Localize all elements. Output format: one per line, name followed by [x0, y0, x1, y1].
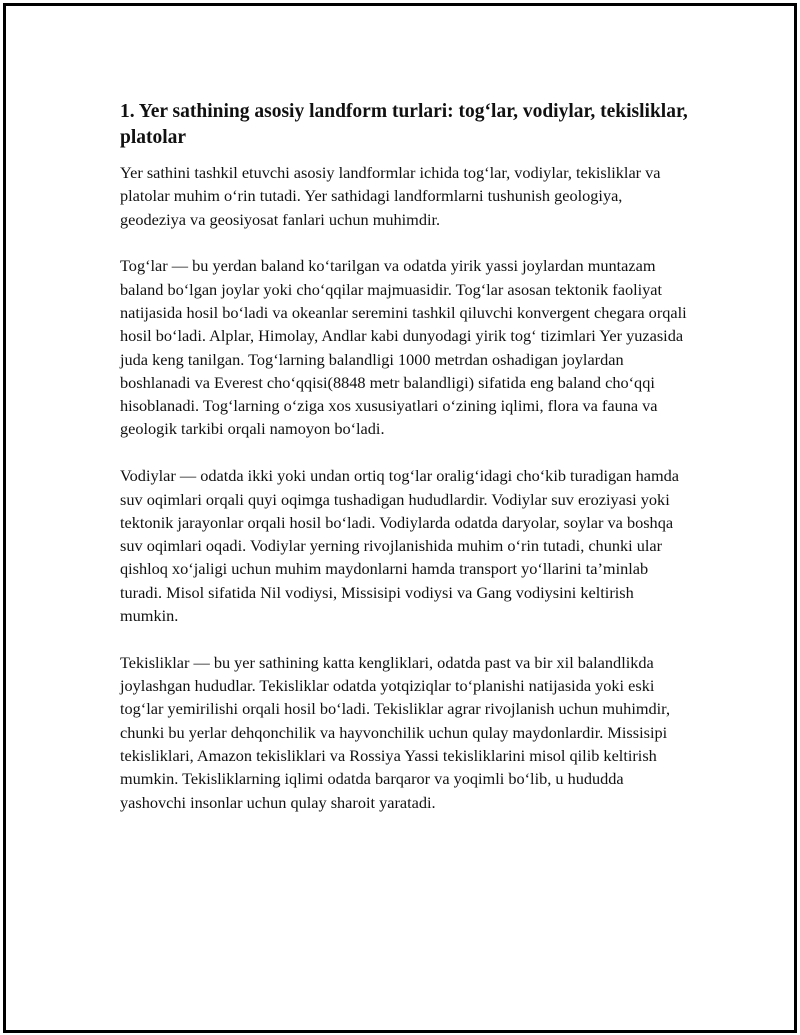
paragraph-plains: Tekisliklar — bu yer sathining katta kengliklari, odatda past va bir xil balandlikda joylashgan hududlar. Tekisliklar odatda yotqiziqlar to‘planishi natijasida yoki eski tog‘lar yemirilishi orqali hosil bo‘ladi. Tekisliklar agrar rivojlanish uchun muhimdir, chunki bu yerlar dehqonchilik va hayvonchilik uchun qulay maydonlardir. Missisipi tekisliklari, Amazon tekisliklari va Rossiya Yassi tekisliklarini misol qilib keltirish mumkin. Tekisliklarning iqlimi odatda barqaror va yoqimli bo‘lib, u hududda yashovchi insonlar uchun qulay sharoit yaratadi.	[120, 652, 671, 812]
document-title: 1. Yer sathining asosiy landform turlari: tog‘lar, vodiylar, tekisliklar, platolar	[120, 101, 688, 148]
paragraph-mountains: Tog‘lar — bu yerdan baland ko‘tarilgan va odatda yirik yassi joylardan muntazam baland bo‘lgan joylar yoki cho‘qqilar majmuasidir. Tog‘lar asosan tektonik faoliyat natijasida hosil bo‘ladi va okeanlar seremini tashkil qiluvchi konvergent chegara orqali hosil bo‘ladi. Alplar, Himolay, Andlar kabi dunyodagi yirik tog‘ tizimlari Yer yuzasida juda keng tanilgan. Tog‘larning balandligi 1000 metrdan oshadigan joylardan boshlanadi va Everest cho‘qqisi(8848 metr balandligi) sifatida eng baland cho‘qqi hisoblanadi. Tog‘larning o‘ziga xos xususiyatlari o‘zining iqlimi, flora va fauna va geologik tarkibi orqali namoyon bo‘ladi.	[120, 256, 687, 439]
page-frame	[3, 3, 797, 1033]
paragraph-valleys: Vodiylar — odatda ikki yoki undan ortiq tog‘lar oralig‘idagi cho‘kib turadigan hamda suv oqimlari orqali quyi oqimga tushadigan hududlardir. Vodiylar suv eroziyasi yoki tektonik jarayonlar orqali hosil bo‘ladi. Vodiylarda odatda daryolar, soylar va boshqa suv oqimlari oqadi. Vodiylar yerning rivojlanishida muhim o‘rin tutadi, chunki ular qishloq xo‘jaligi uchun muhim maydonlarni hamda transport yo‘llarini ta’minlab turadi. Misol sifatida Nil vodiysi, Missisipi vodiysi va Gang vodiysini keltirish mumkin.	[120, 466, 680, 626]
paragraph-intro: Yer sathini tashkil etuvchi asosiy landformlar ichida tog‘lar, vodiylar, tekisliklar va platolar muhim o‘rin tutadi. Yer sathidagi landformlarni tushunish geologiya, geodeziya va geosiyosat fanlari uchun muhimdir.	[120, 163, 661, 229]
document-body	[120, 99, 690, 837]
